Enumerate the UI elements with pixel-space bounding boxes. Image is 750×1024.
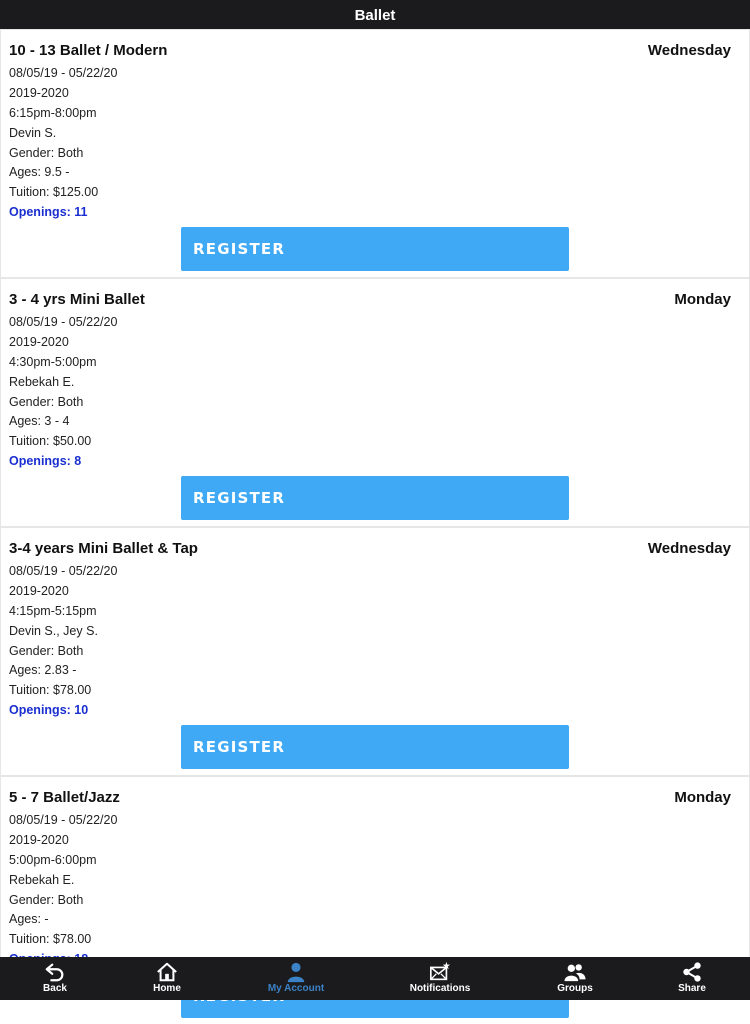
class-ages: Ages: -: [9, 912, 49, 926]
class-tuition: Tuition: $50.00: [9, 434, 92, 448]
class-title: 3-4 years Mini Ballet & Tap: [9, 540, 198, 557]
class-day: Wednesday: [647, 540, 731, 557]
class-title: 10 - 13 Ballet / Modern: [9, 42, 168, 59]
class-list[interactable]: [0, 29, 750, 957]
tab-groups-label: Groups: [557, 983, 593, 994]
class-dates: 08/05/19 - 05/22/20: [9, 315, 118, 329]
class-gender: Gender: Both: [9, 644, 84, 658]
class-time: 4:15pm-5:15pm: [9, 604, 97, 618]
class-instructor: Devin S., Jey S.: [9, 624, 98, 638]
class-openings: Openings: 10: [9, 703, 89, 717]
register-button[interactable]: REGISTER: [181, 725, 569, 769]
tab-back[interactable]: [0, 957, 110, 1000]
class-time: 5:00pm-6:00pm: [9, 853, 97, 867]
tab-share[interactable]: [637, 957, 747, 1000]
class-openings: Openings: 11: [9, 205, 88, 219]
envelope-icon: [429, 961, 451, 983]
tab-my-account[interactable]: [241, 957, 351, 1000]
class-tuition: Tuition: $78.00: [9, 683, 92, 697]
class-day: Monday: [674, 291, 731, 308]
tab-notifications[interactable]: [385, 957, 495, 1000]
class-card: [1, 528, 749, 775]
class-ages: Ages: 3 - 4: [9, 414, 70, 428]
class-dates: 08/05/19 - 05/22/20: [9, 813, 118, 827]
class-title: 3 - 4 yrs Mini Ballet: [9, 291, 145, 308]
class-card: [1, 30, 749, 277]
class-dates: 08/05/19 - 05/22/20: [9, 564, 118, 578]
class-gender: Gender: Both: [9, 395, 84, 409]
register-button[interactable]: REGISTER: [181, 227, 569, 271]
class-gender: Gender: Both: [9, 146, 84, 160]
home-icon: [156, 961, 178, 983]
class-ages: Ages: 9.5 -: [9, 165, 70, 179]
class-ages: Ages: 2.83 -: [9, 663, 77, 677]
class-tuition: Tuition: $78.00: [9, 932, 92, 946]
page-title: Ballet: [0, 0, 750, 29]
tab-home[interactable]: [112, 957, 222, 1000]
class-dates: 08/05/19 - 05/22/20: [9, 66, 118, 80]
class-title: 5 - 7 Ballet/Jazz: [9, 789, 120, 806]
class-tuition: Tuition: $125.00: [9, 185, 99, 199]
class-day: Wednesday: [647, 42, 731, 59]
tab-home-label: Home: [153, 983, 181, 994]
class-gender: Gender: Both: [9, 893, 84, 907]
groups-icon: [564, 961, 586, 983]
class-season: 2019-2020: [9, 335, 69, 349]
class-time: 6:15pm-8:00pm: [9, 106, 97, 120]
share-icon: [681, 961, 703, 983]
class-openings: Openings: 8: [9, 454, 82, 468]
tab-groups[interactable]: [520, 957, 630, 1000]
back-icon: [44, 961, 66, 983]
register-button[interactable]: REGISTER: [181, 476, 569, 520]
class-time: 4:30pm-5:00pm: [9, 355, 97, 369]
class-card: [1, 279, 749, 526]
tab-back-label: Back: [43, 983, 67, 994]
class-day: Monday: [674, 789, 731, 806]
class-season: 2019-2020: [9, 584, 69, 598]
class-instructor: Rebekah E.: [9, 873, 75, 887]
class-season: 2019-2020: [9, 86, 69, 100]
class-instructor: Devin S.: [9, 126, 57, 140]
bottom-tab-bar: [0, 957, 750, 1000]
class-instructor: Rebekah E.: [9, 375, 75, 389]
user-icon: [285, 961, 307, 983]
class-season: 2019-2020: [9, 833, 69, 847]
tab-notifications-label: Notifications: [409, 983, 471, 994]
tab-my-account-label: My Account: [267, 983, 325, 994]
tab-share-label: Share: [678, 983, 706, 994]
